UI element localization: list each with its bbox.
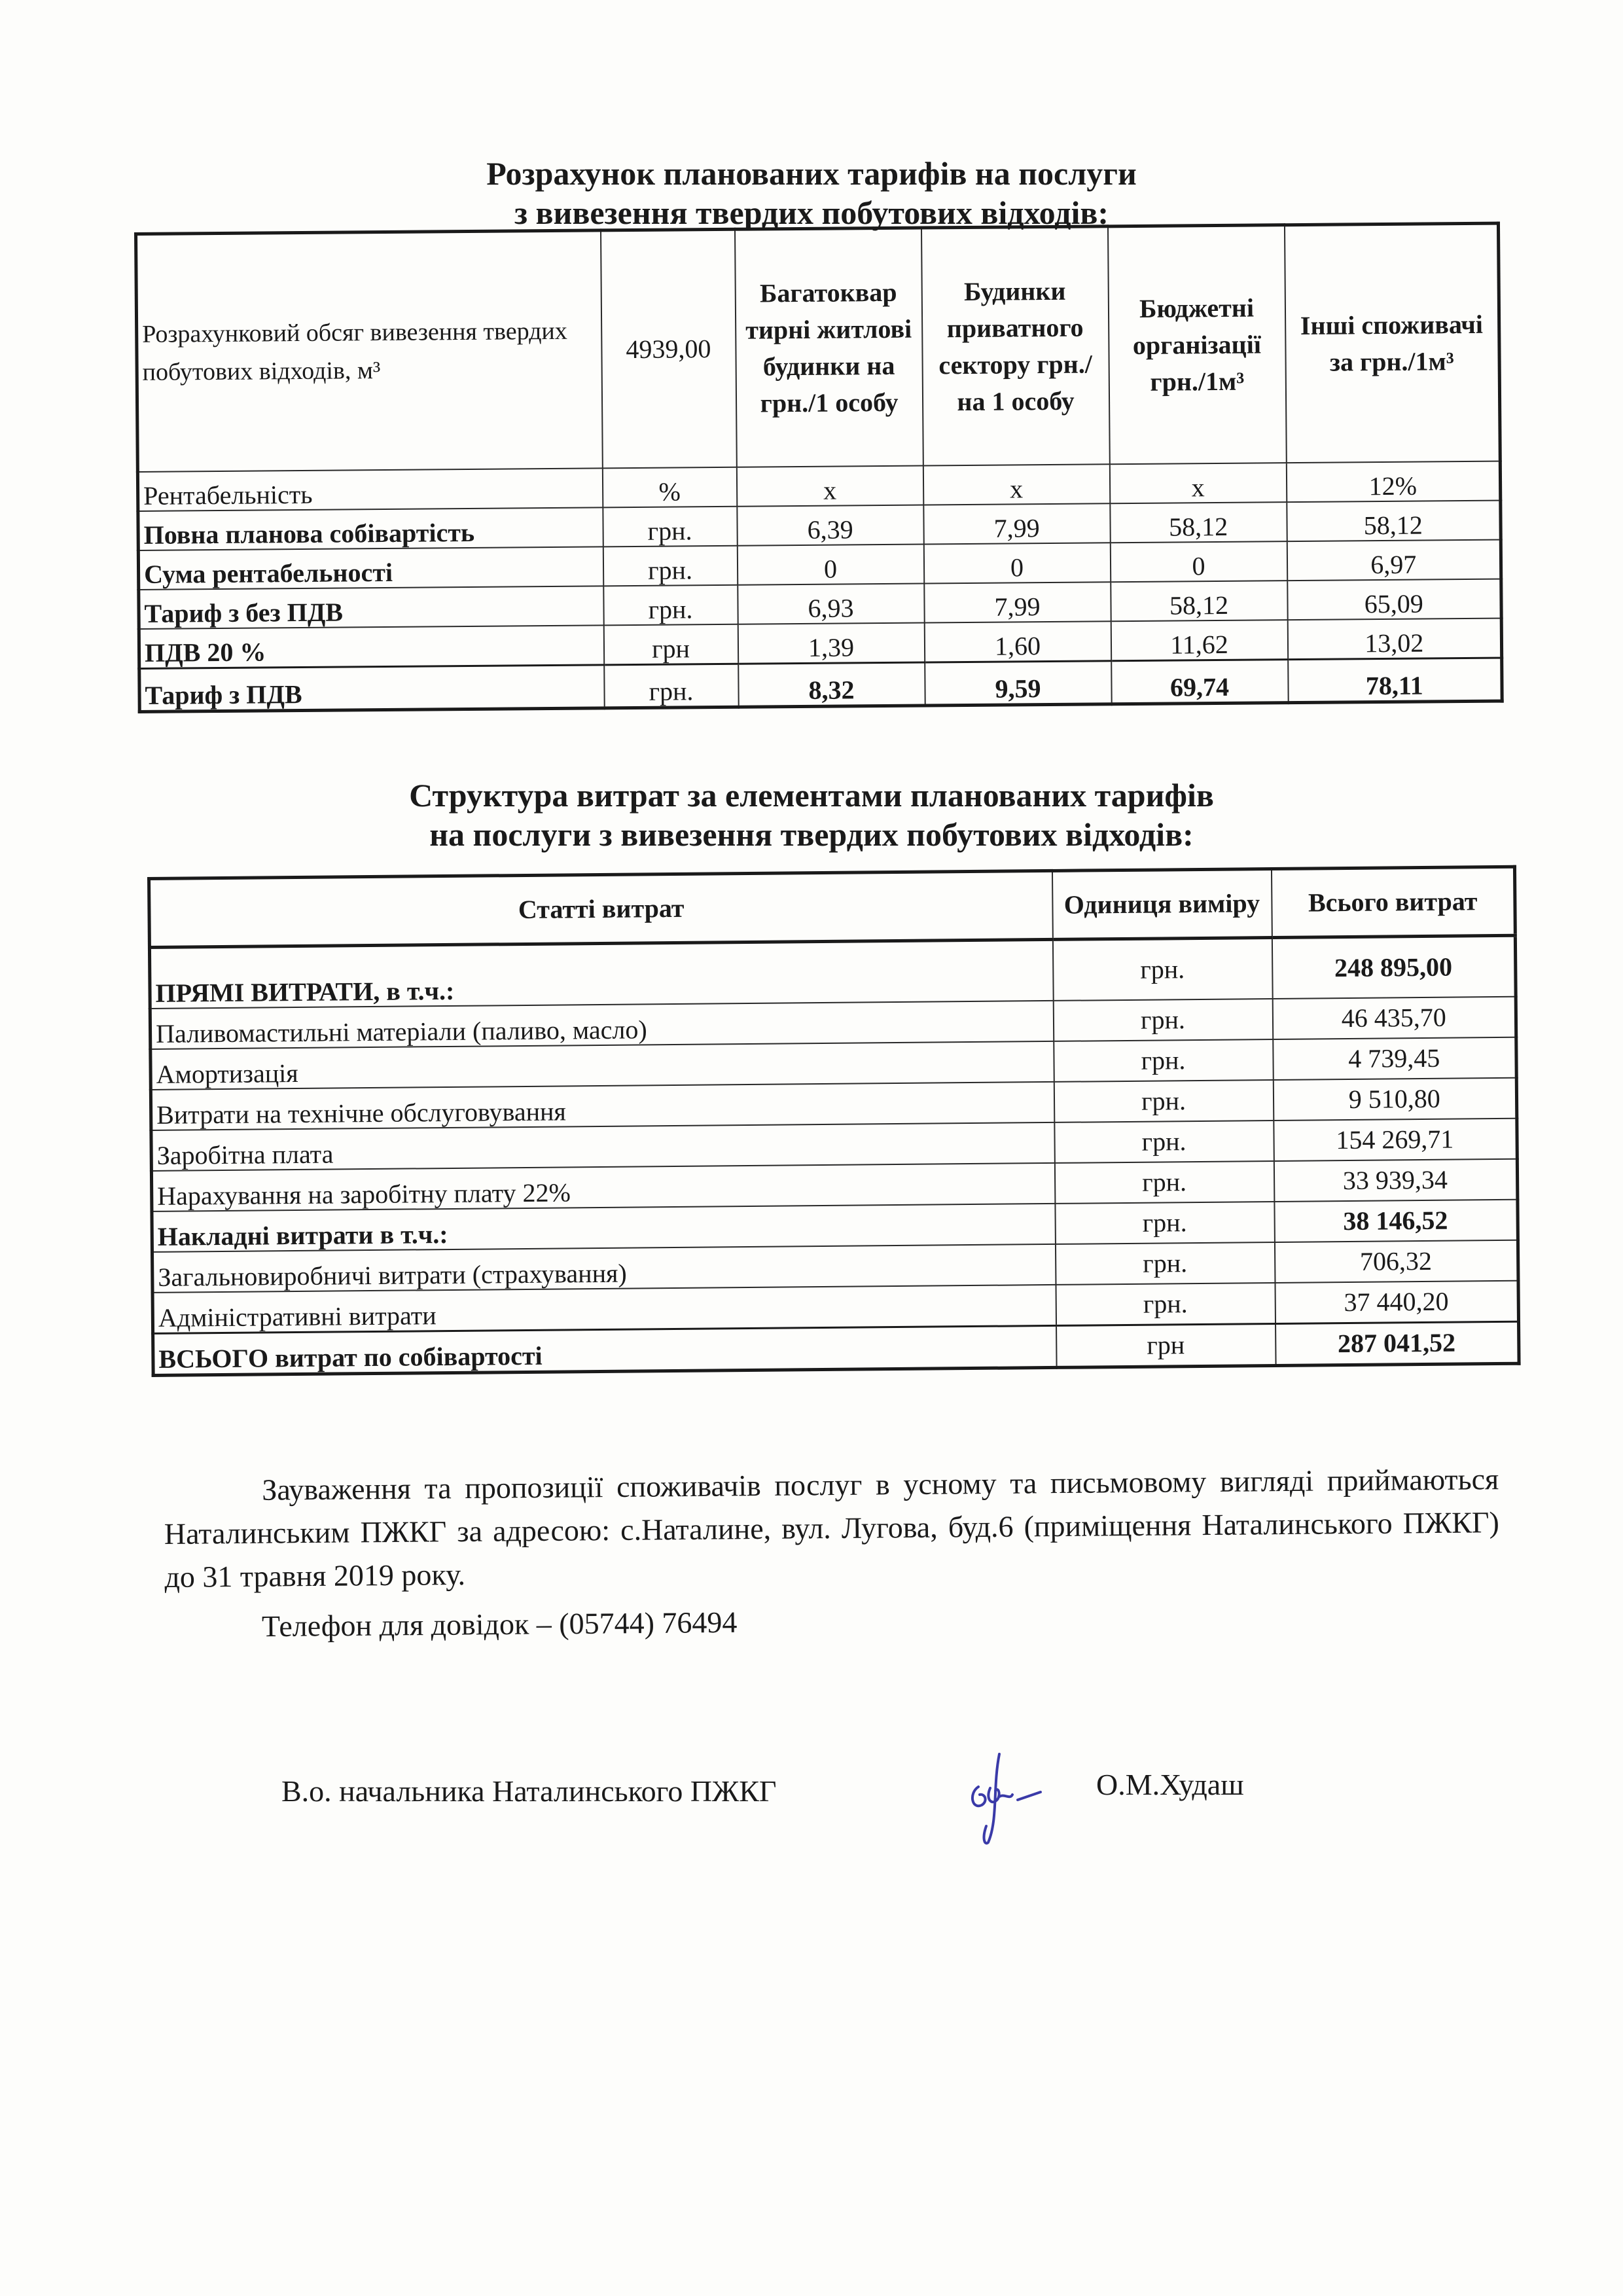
row-unit: грн. <box>1053 999 1273 1041</box>
row-label: Сума рентабельності <box>138 547 603 590</box>
row-label: Рентабельність <box>137 468 602 511</box>
row-value: 6,97 <box>1287 540 1501 581</box>
row-value: 11,62 <box>1111 620 1287 661</box>
signature-icon <box>952 1748 1070 1846</box>
cost-title-line1: Структура витрат за елементами планованих тарифів <box>409 777 1214 814</box>
row-unit: грн. <box>603 546 737 586</box>
row-label: Нарахування на заробітну плату 22% <box>151 1163 1054 1211</box>
row-value: 37 440,20 <box>1275 1281 1519 1324</box>
row-value: 0 <box>1110 541 1287 582</box>
signatory-position: В.о. начальника Наталинського ПЖКГ <box>281 1774 777 1808</box>
row-value: 154 269,71 <box>1274 1119 1518 1161</box>
row-value: 0 <box>737 545 923 585</box>
header-apartment-buildings: Багатоквар тирні житлові будинки на грн./1 особу <box>734 228 923 467</box>
row-unit: грн. <box>1055 1202 1275 1244</box>
row-unit: грн. <box>1054 1121 1274 1163</box>
row-value: 248 895,00 <box>1272 935 1516 999</box>
tariff-title-line1: Розрахунок планованих тарифів на послуги <box>486 155 1137 192</box>
row-unit: грн. <box>603 585 738 626</box>
header-cost-items: Статті витрат <box>149 870 1053 947</box>
row-label: Тариф з без ПДВ <box>139 586 603 629</box>
row-value: 6,39 <box>737 505 923 546</box>
row-value: 46 435,70 <box>1272 997 1516 1039</box>
row-value: 287 041,52 <box>1275 1321 1520 1365</box>
volume-value: 4939,00 <box>600 229 736 468</box>
row-value: 706,32 <box>1274 1240 1518 1283</box>
row-unit: грн. <box>1055 1242 1275 1285</box>
header-other-consumers: Інші споживачі за грн./1м³ <box>1284 223 1500 463</box>
row-unit: грн. <box>1052 938 1272 1001</box>
row-value: 9 510,80 <box>1273 1078 1517 1121</box>
row-label: Паливомастильні матеріали (паливо, масло) <box>150 1001 1053 1049</box>
row-label: Амортизація <box>151 1041 1054 1090</box>
row-unit: грн. <box>1054 1161 1274 1204</box>
row-label: Тариф з ПДВ <box>139 665 604 712</box>
row-unit: % <box>602 467 736 508</box>
row-unit: грн. <box>603 507 737 547</box>
tariff-header-row <box>136 223 1501 472</box>
row-value: х <box>736 466 923 507</box>
row-value: х <box>923 464 1109 505</box>
row-value: 58,12 <box>1110 502 1287 543</box>
row-label: Витрати на технічне обслуговування <box>151 1082 1054 1130</box>
row-label: Повна планова собівартість <box>138 507 603 550</box>
cost-header-row <box>149 867 1516 947</box>
row-unit: грн. <box>1054 1039 1274 1082</box>
row-value: 65,09 <box>1287 579 1501 620</box>
phone-line: Телефон для довідок – (05744) 76494 <box>261 1605 738 1643</box>
row-value: 38 146,52 <box>1274 1200 1518 1242</box>
row-value: 12% <box>1286 461 1500 503</box>
row-value: 1,60 <box>924 621 1111 662</box>
row-unit: грн <box>1056 1323 1276 1367</box>
signatory-name: О.М.Худаш <box>1096 1768 1244 1801</box>
row-label: Заробітна плата <box>151 1122 1054 1171</box>
volume-label: Розрахунковий обсяг вивезення твердих побутових відходів, м³ <box>136 230 603 472</box>
row-label: ВСЬОГО витрат по собівартості <box>153 1325 1057 1375</box>
row-unit: грн. <box>1054 1080 1274 1122</box>
row-label: Загальновиробничі витрати (страхування) <box>152 1244 1056 1293</box>
table-row <box>149 935 1516 1009</box>
header-total: Всього витрат <box>1271 867 1515 937</box>
row-value: 33 939,34 <box>1274 1159 1518 1202</box>
row-value: х <box>1109 463 1286 503</box>
header-unit: Одиниця виміру <box>1052 869 1272 940</box>
tariff-table <box>134 222 1504 713</box>
row-label: Адміністративні витрати <box>152 1285 1056 1334</box>
row-value: 7,99 <box>923 503 1110 544</box>
cost-table <box>147 865 1521 1377</box>
row-value: 13,02 <box>1287 619 1501 660</box>
row-value: 4 739,45 <box>1273 1037 1517 1080</box>
row-unit: грн <box>603 624 738 665</box>
row-value: 8,32 <box>738 662 925 707</box>
cost-title-line2: на послуги з вивезення твердих побутових відходів: <box>429 816 1194 853</box>
row-value: 0 <box>923 543 1110 583</box>
header-budget-organizations: Бюджетні організації грн./1м³ <box>1107 225 1286 465</box>
tariff-title-line2: з вивезення твердих побутових відходів: <box>514 194 1109 231</box>
row-unit: грн. <box>604 664 739 708</box>
notice-paragraph: Зауваження та пропозиції споживачів послуг в усному та письмовому вигляді приймаються Наталинським ПЖКГ за адресою: с.Наталине, вул. Лугова, буд.6 (приміщення Наталинського ПЖКГ) до 31 травня 2019 року. <box>164 1462 1500 1594</box>
row-label: ПРЯМІ ВИТРАТИ, в т.ч.: <box>149 939 1053 1009</box>
row-value: 58,12 <box>1111 581 1287 621</box>
row-value: 9,59 <box>925 661 1112 706</box>
row-value: 1,39 <box>738 623 924 664</box>
row-label: Накладні витрати в т.ч.: <box>152 1204 1055 1252</box>
row-value: 7,99 <box>924 582 1111 622</box>
row-value: 78,11 <box>1288 658 1503 703</box>
row-value: 6,93 <box>738 584 924 624</box>
row-value: 69,74 <box>1111 660 1289 704</box>
row-label: ПДВ 20 % <box>139 625 603 668</box>
header-private-houses: Будинки приватного сектору грн./на 1 особу <box>921 226 1109 466</box>
row-value: 58,12 <box>1287 501 1501 542</box>
row-unit: грн. <box>1056 1283 1275 1325</box>
